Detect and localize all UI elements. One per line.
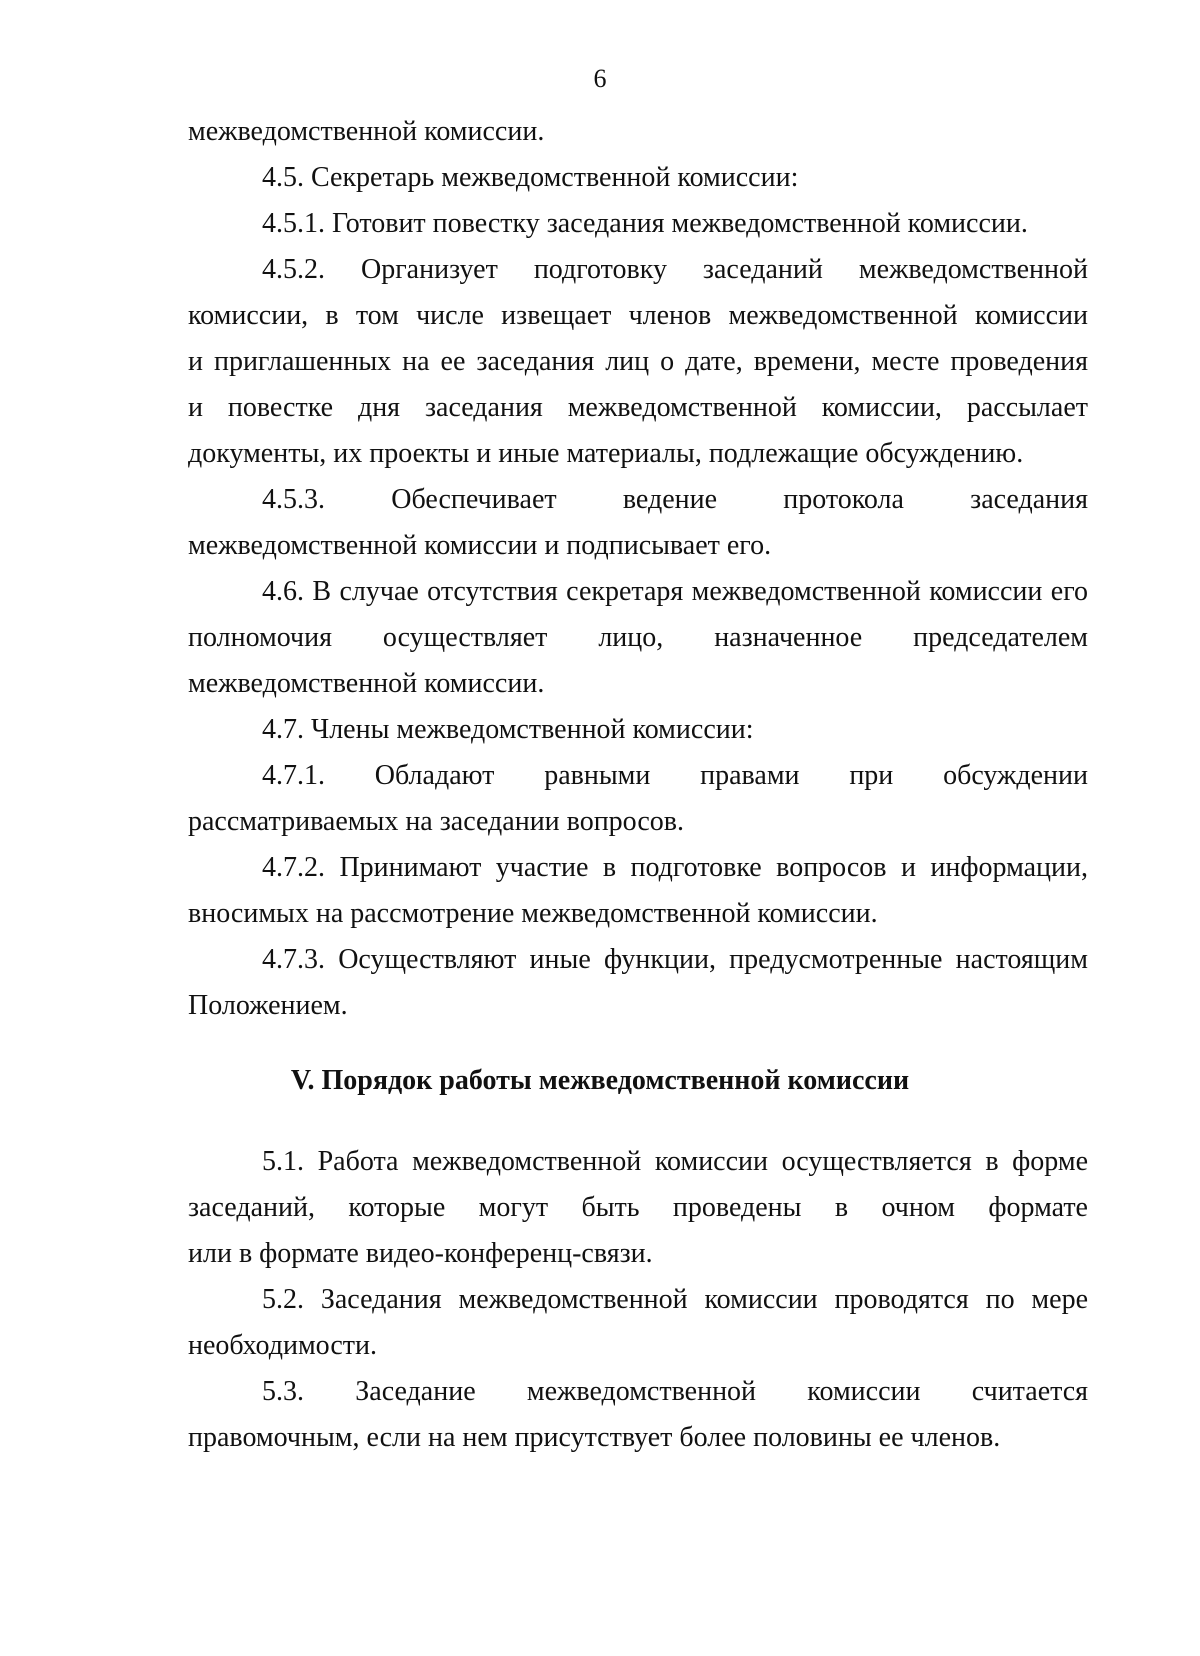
text-line: 5.1. Работа межведомственной комиссии осуществляется в форме xyxy=(262,1146,1088,1177)
text-line: 4.7. Члены межведомственной комиссии: xyxy=(262,714,754,745)
text-line: 4.7.1. Обладают равными правами при обсуждении xyxy=(262,760,1088,791)
page-number: 6 xyxy=(593,64,607,93)
text-line: необходимости. xyxy=(188,1330,378,1361)
text-line: комиссии, в том числе извещает членов межведомственной комиссии xyxy=(188,300,1088,331)
text-line: 5.2. Заседания межведомственной комиссии проводятся по мере xyxy=(262,1284,1088,1315)
text-line: вносимых на рассмотрение межведомственной комиссии. xyxy=(188,898,878,929)
text-line: полномочия осуществляет лицо, назначенное председателем xyxy=(188,622,1088,653)
text-line: межведомственной комиссии. xyxy=(188,116,545,147)
text-line: или в формате видео-конференц-связи. xyxy=(188,1238,653,1269)
text-line: межведомственной комиссии и подписывает его. xyxy=(188,530,772,561)
text-line: заседаний, которые могут быть проведены в очном формате xyxy=(188,1192,1088,1223)
text-line: 4.5. Секретарь межведомственной комиссии: xyxy=(262,162,799,193)
section-heading: V. Порядок работы межведомственной комиссии xyxy=(290,1065,910,1096)
text-line: 4.5.3. Обеспечивает ведение протокола заседания xyxy=(262,484,1088,515)
text-line: 4.7.2. Принимают участие в подготовке вопросов и информации, xyxy=(262,852,1088,883)
text-line: 4.5.1. Готовит повестку заседания межведомственной комиссии. xyxy=(262,208,1028,239)
text-line: 4.6. В случае отсутствия секретаря межведомственной комиссии его xyxy=(262,576,1088,607)
text-line: межведомственной комиссии. xyxy=(188,668,545,699)
text-line: 5.3. Заседание межведомственной комиссии считается xyxy=(262,1376,1088,1407)
text-line: Положением. xyxy=(188,990,348,1021)
text-line: 4.5.2. Организует подготовку заседаний межведомственной xyxy=(262,254,1088,285)
text-line: правомочным, если на нем присутствует более половины ее членов. xyxy=(188,1422,1001,1453)
text-line: и повестке дня заседания межведомственной комиссии, рассылает xyxy=(188,392,1088,423)
text-line: документы, их проекты и иные материалы, подлежащие обсуждению. xyxy=(188,438,1024,469)
text-line: 4.7.3. Осуществляют иные функции, предусмотренные настоящим xyxy=(262,944,1088,975)
text-line: и приглашенных на ее заседания лиц о дате, времени, месте проведения xyxy=(188,346,1088,377)
text-line: рассматриваемых на заседании вопросов. xyxy=(188,806,685,837)
